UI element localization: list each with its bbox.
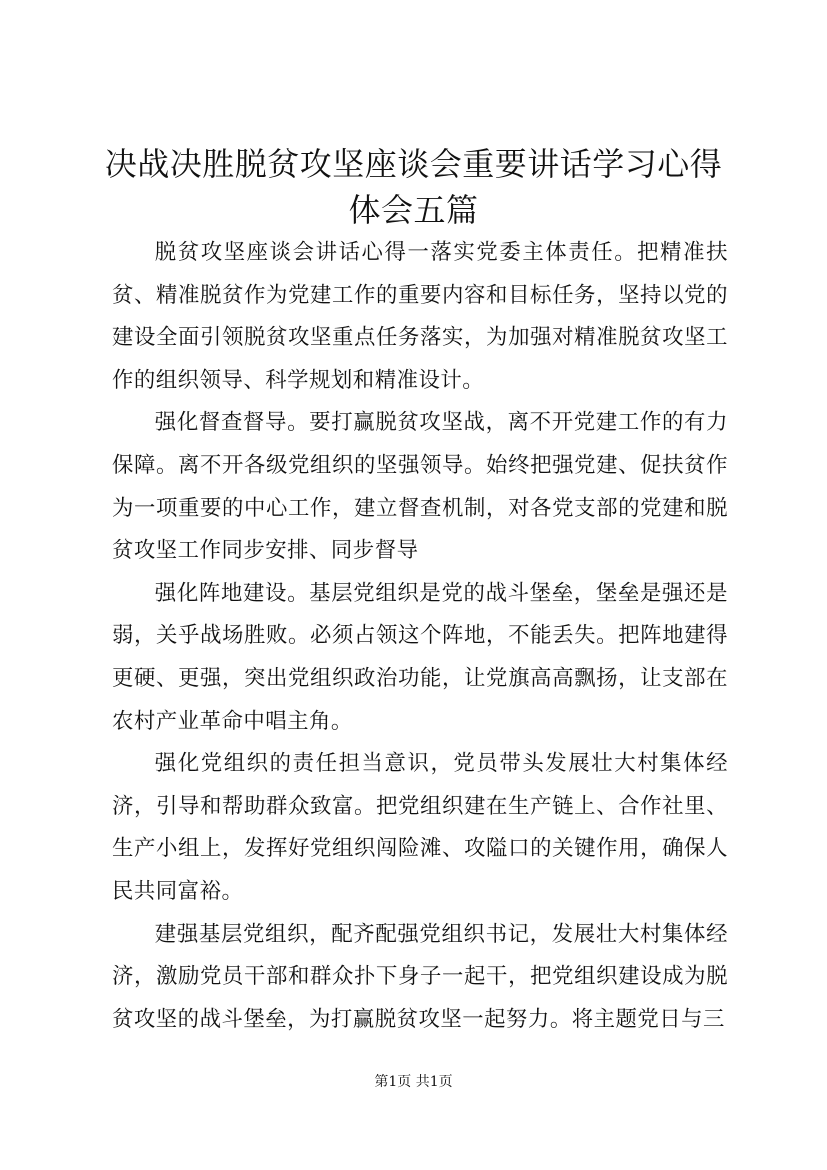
page-footer: 第1页 共1页 — [374, 1074, 453, 1090]
paragraph: 强化党组织的责任担当意识，党员带头发展壮大村集体经济，引导和帮助群众致富。把党组织建在生产链上、合作社里、生产小组上，发挥好党组织闯险滩、攻隘口的关键作用，确保人民共同富裕。 — [112, 751, 728, 904]
paragraph: 建强基层党组织，配齐配强党组织书记，发展壮大村集体经济，激励党员干部和群众扑下身子一起干，把党组织建设成为脱贫攻坚的战斗堡垒，为打赢脱贫攻坚一起努力。将主题党日与三 — [112, 921, 728, 1032]
document-body — [112, 232, 728, 1041]
document-title: 决战决胜脱贫攻坚座谈会重要讲话学习心得体会五篇 — [104, 145, 723, 229]
paragraph: 脱贫攻坚座谈会讲话心得一落实党委主体责任。把精准扶贫、精准脱贫作为党建工作的重要内容和目标任务，坚持以党的建设全面引领脱贫攻坚重点任务落实，为加强对精准脱贫攻坚工作的组织领导、科学规划和精准设计。 — [112, 240, 728, 393]
paragraph: 强化阵地建设。基层党组织是党的战斗堡垒，堡垒是强还是弱，关乎战场胜败。必须占领这个阵地，不能丢失。把阵地建得更硬、更强，突出党组织政治功能，让党旗高高飘扬，让支部在农村产业革命中唱主角。 — [112, 580, 728, 734]
paragraph: 强化督查督导。要打赢脱贫攻坚战，离不开党建工作的有力保障。离不开各级党组织的坚强领导。始终把强党建、促扶贫作为一项重要的中心工作，建立督查机制，对各党支部的党建和脱贫攻坚工作同步安排、同步督导 — [112, 410, 728, 564]
